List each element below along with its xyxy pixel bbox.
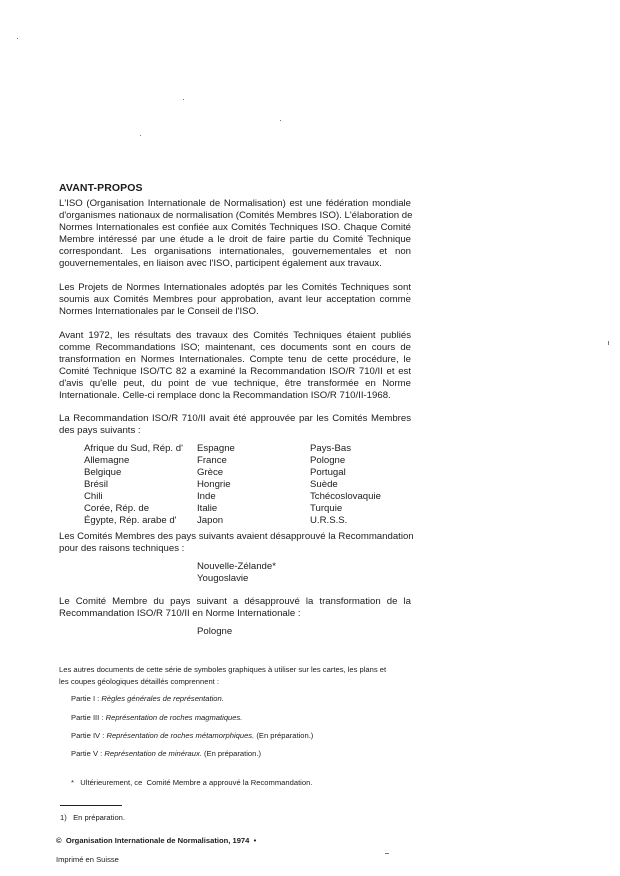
paragraph-approval <box>59 413 411 437</box>
country-name: Allemagne <box>84 455 130 466</box>
paragraph-transformation-disapproval <box>59 596 411 620</box>
country-name: U.R.S.S. <box>310 515 348 526</box>
disapproving-countries-list <box>197 561 276 585</box>
country-name: Pays-Bas <box>310 443 352 454</box>
text-line: L'ISO (Organisation Internationale de Normalisation) est une fédération mondiale <box>59 198 411 209</box>
country-name: Italie <box>197 503 218 514</box>
scan-speck <box>280 120 281 121</box>
country-name: Espagne <box>197 443 235 454</box>
approving-countries-column-3 <box>310 443 381 527</box>
country-name: Japon <box>197 515 224 526</box>
part-label: Partie IV : <box>71 731 105 740</box>
country-name: Afrique du Sud, Rép. d' <box>84 443 183 454</box>
text-line: d'organismes nationaux de normalisation (Comités Membres ISO). L'élaboration de <box>59 210 413 221</box>
scan-speck <box>608 341 609 345</box>
country-name: Hongrie <box>197 479 231 490</box>
footnote-divider <box>60 805 122 806</box>
country-name: Tchécoslovaquie <box>310 491 381 502</box>
copyright-line: © Organisation Internationale de Normalisation, 1974 • <box>56 836 257 845</box>
country-name: Brésil <box>84 479 108 490</box>
paragraph-disapproval <box>59 531 414 555</box>
text-line: Comité Technique ISO/TC 82 a examiné la Recommandation ISO/R 710/II et est <box>59 366 411 377</box>
country-name: Inde <box>197 491 216 502</box>
part-item <box>71 712 242 724</box>
text-line: Normes Internationales par le Conseil de l'ISO. <box>59 306 259 317</box>
scan-speck <box>140 135 141 136</box>
part-label: Partie III : <box>71 713 104 722</box>
text-line: soumis aux Comités Membres pour approbation, avant leur acceptation comme <box>59 294 411 305</box>
country-name: Turquie <box>310 503 343 514</box>
country-name: Belgique <box>84 467 122 478</box>
part-title: Règles générales de représentation. <box>101 694 224 703</box>
scan-speck <box>385 853 389 854</box>
text-line: correspondant. Les organisations internationales, gouvernementales et non <box>59 246 411 257</box>
country-name: Pologne <box>310 455 346 466</box>
text-line: pour des raisons techniques : <box>59 543 185 554</box>
asterisk-note: * Ultérieurement, ce Comité Membre a approuvé la Recommandation. <box>71 778 313 787</box>
part-item <box>71 730 313 742</box>
paragraph-before-1972 <box>59 330 411 402</box>
text-line: Normes Internationales est confiée aux Comités Techniques ISO. Chaque Comité <box>59 222 411 233</box>
country-name: Portugal <box>310 467 346 478</box>
text-line: les coupes géologiques détaillés comprennent : <box>59 676 219 686</box>
transformation-disapproving-country: Pologne <box>197 626 233 637</box>
text-line: Internationale. Celle-ci remplace donc la Recommandation ISO/R 710/II-1968. <box>59 390 391 401</box>
country-name: Yougoslavie <box>197 573 249 584</box>
approving-countries-column-1 <box>84 443 183 527</box>
text-line: Recommandation ISO/R 710/II en Norme Internationale : <box>59 608 301 619</box>
part-title: Représentation de minéraux. <box>104 749 202 758</box>
country-name: Chili <box>84 491 103 502</box>
country-name: France <box>197 455 227 466</box>
paragraph-iso-intro <box>59 198 411 270</box>
text-line: Membre intéressé par une étude a le droit de faire partie du Comité Technique <box>59 234 411 245</box>
text-line: Avant 1972, les résultats des travaux des Comités Techniques étaient publiés <box>59 330 411 341</box>
part-label: Partie I : <box>71 694 100 703</box>
text-line: comme Recommandations ISO; maintenant, ces documents sont en cours de <box>59 342 411 353</box>
scan-speck <box>17 38 18 39</box>
part-title: Représentation de roches magmatiques. <box>105 713 243 722</box>
country-name: Grèce <box>197 467 224 478</box>
series-intro <box>59 664 419 687</box>
part-item <box>71 748 261 760</box>
scan-speck <box>183 99 184 100</box>
part-label: Partie V : <box>71 749 103 758</box>
text-line: Les Projets de Normes Internationales adoptés par les Comités Techniques sont <box>59 282 411 293</box>
part-note: (En préparation.) <box>256 731 314 740</box>
text-line: La Recommandation ISO/R 710/II avait été approuvée par les Comités Membres <box>59 413 411 424</box>
scan-speck <box>407 293 408 294</box>
approving-countries-column-2 <box>197 443 235 527</box>
text-line: d'avis qu'elle peut, du point de vue technique, être transformée en Norme <box>59 378 411 389</box>
text-line: Les Comités Membres des pays suivants avaient désapprouvé la Recommandation <box>59 531 414 542</box>
country-name: Suède <box>310 479 338 490</box>
country-name: Égypte, Rép. arabe d' <box>84 515 177 526</box>
text-line: des pays suivants : <box>59 425 141 436</box>
part-item <box>71 693 224 705</box>
printed-in-line: Imprimé en Suisse <box>56 855 119 864</box>
country-name: Corée, Rép. de <box>84 503 150 514</box>
text-line: gouvernementales, en liaison avec l'ISO, participent également aux travaux. <box>59 258 382 269</box>
section-heading: AVANT-PROPOS <box>59 182 143 194</box>
footnote: 1) En préparation. <box>60 813 126 822</box>
country-name: Nouvelle-Zélande* <box>197 561 276 572</box>
text-line: Le Comité Membre du pays suivant a désapprouvé la transformation de la <box>59 596 411 607</box>
part-title: Représentation de roches métamorphiques. <box>106 731 255 740</box>
text-line: Les autres documents de cette série de symboles graphiques à utiliser sur les cartes, les plans et <box>59 665 387 674</box>
part-note: (En préparation.) <box>204 749 261 758</box>
paragraph-draft-standards <box>59 282 411 318</box>
text-line: transformation en Normes Internationales. Compte tenu de cette procédure, le <box>59 354 411 365</box>
